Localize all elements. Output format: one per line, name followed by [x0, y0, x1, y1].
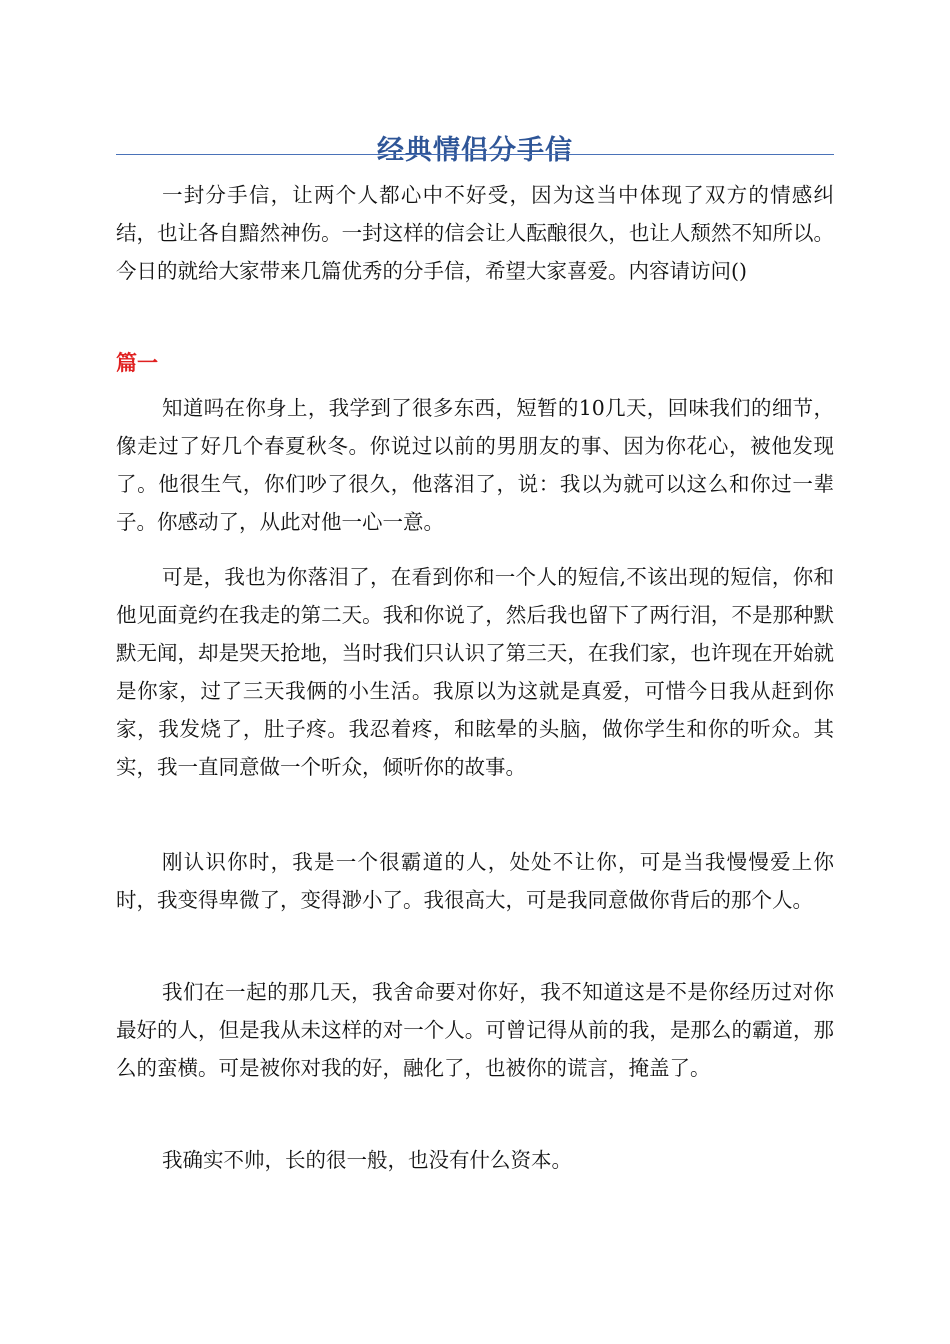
section-heading: 篇一 [116, 351, 158, 375]
body-paragraph-4: 我们在一起的那几天，我舍命要对你好，我不知道这是不是你经历过对你最好的人，但是我从未这样的对一个人。可曾记得从前的我，是那么的霸道，那么的蛮横。可是被你对我的好，融化了，也被你的谎言，掩盖了。 [116, 980, 834, 1080]
document-title: 经典情侣分手信 [377, 135, 573, 167]
title-underline [116, 154, 834, 155]
body-paragraph-3: 刚认识你时，我是一个很霸道的人，处处不让你，可是当我慢慢爱上你时，我变得卑微了，变得渺小了。我很高大，可是我同意做你背后的那个人。 [116, 850, 834, 912]
body-paragraph-1: 知道吗在你身上，我学到了很多东西，短暂的10几天，回味我们的细节，像走过了好几个春夏秋冬。你说过以前的男朋友的事、因为你花心，被他发现了。他很生气，你们吵了很久，他落泪了，说：我以为就可以这么和你过一辈子。你感动了，从此对他一心一意。 [116, 396, 834, 534]
intro-paragraph: 一封分手信，让两个人都心中不好受，因为这当中体现了双方的情感纠结，也让各自黯然神伤。一封这样的信会让人酝酿很久，也让人颓然不知所以。今日的就给大家带来几篇优秀的分手信，希望大家喜爱。内容请访问() [116, 183, 834, 283]
body-paragraph-5: 我确实不帅，长的很一般，也没有什么资本。 [162, 1148, 572, 1172]
body-paragraph-2: 可是，我也为你落泪了，在看到你和一个人的短信,不该出现的短信，你和他见面竟约在我走的第二天。我和你说了，然后我也留下了两行泪，不是那种默默无闻，却是哭天抢地，当时我们只认识了第三天，在我们家，也许现在开始就是你家，过了三天我俩的小生活。我原以为这就是真爱，可惜今日我从赶到你家，我发烧了，肚子疼。我忍着疼，和眩晕的头脑，做你学生和你的听众。其实，我一直同意做一个听众，倾听你的故事。 [116, 565, 834, 779]
